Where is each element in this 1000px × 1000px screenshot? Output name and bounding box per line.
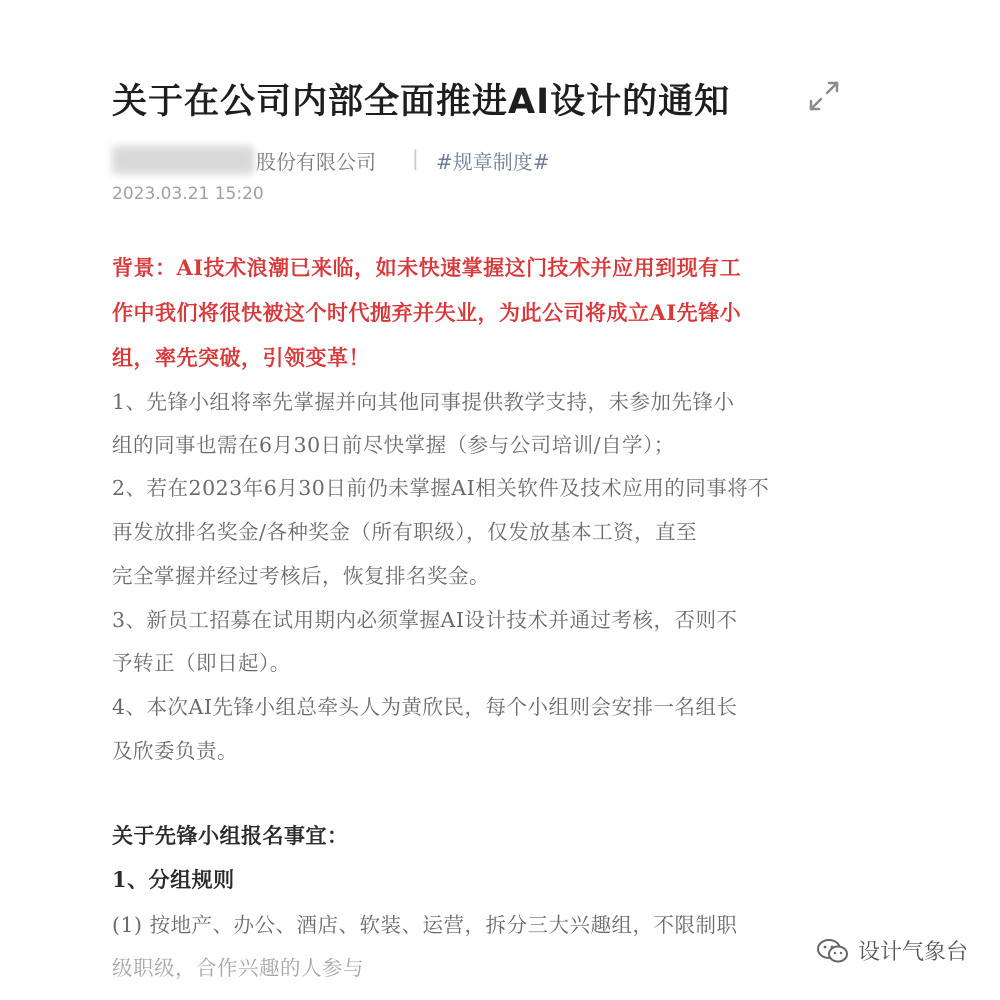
list-item-line: 4、本次AI先锋小组总牵头人为黄欣民，每个小组则会安排一名组长 (112, 695, 738, 719)
publish-date: 2023.03.21 15:20 (112, 184, 264, 204)
list-item-line: 完全掌握并经过考核后，恢复排名奖金。 (112, 564, 490, 588)
section-title: 关于先锋小组报名事宜： (112, 823, 349, 848)
list-item-line: 组的同事也需在6月30日前尽快掌握（参与公司培训/自学）； (112, 433, 675, 457)
list-item-line: 2、若在2023年6月30日前仍未掌握AI相关软件及技术应用的同事将不 (112, 476, 770, 500)
list-item-line: 再发放排名奖金/各种奖金（所有职级），仅发放基本工资，直至 (112, 520, 698, 544)
watermark (816, 935, 968, 966)
background-line: 组，率先突破，引领变革！ (112, 345, 370, 370)
expand-icon[interactable] (806, 78, 842, 114)
sub-item-line: (1) 按地产、办公、酒店、软装、运营，拆分三大兴趣组，不限制职 (112, 913, 738, 937)
wechat-icon (816, 938, 850, 964)
list-item-line: 3、新员工招募在试用期内必须掌握AI设计技术并通过考核，否则不 (112, 608, 738, 632)
author-name-blurred (112, 146, 254, 174)
page-title: 关于在公司内部全面推进AI设计的通知 (112, 82, 731, 122)
subsection-title: 1、分组规则 (112, 867, 235, 892)
background-line: 作中我们将很快被这个时代抛弃并失业，为此公司将成立AI先锋小 (112, 300, 742, 325)
topic-tag[interactable]: #规章制度# (436, 150, 550, 174)
author-name[interactable]: 股份有限公司 (256, 150, 376, 174)
list-item-line: 予转正（即日起）。 (112, 651, 291, 675)
background-line: 背景：AI技术浪潮已来临，如未快速掌握这门技术并应用到现有工 (112, 255, 742, 280)
list-item-line: 及欣委负责。 (112, 739, 238, 763)
meta-separator: | (412, 146, 419, 170)
list-item-line: 1、先锋小组将率先掌握并向其他同事提供教学支持，未参加先锋小 (112, 390, 735, 414)
sub-item-line: 级职级，合作兴趣的人参与 (112, 956, 364, 980)
watermark-text: 设计气象台 (857, 940, 968, 965)
